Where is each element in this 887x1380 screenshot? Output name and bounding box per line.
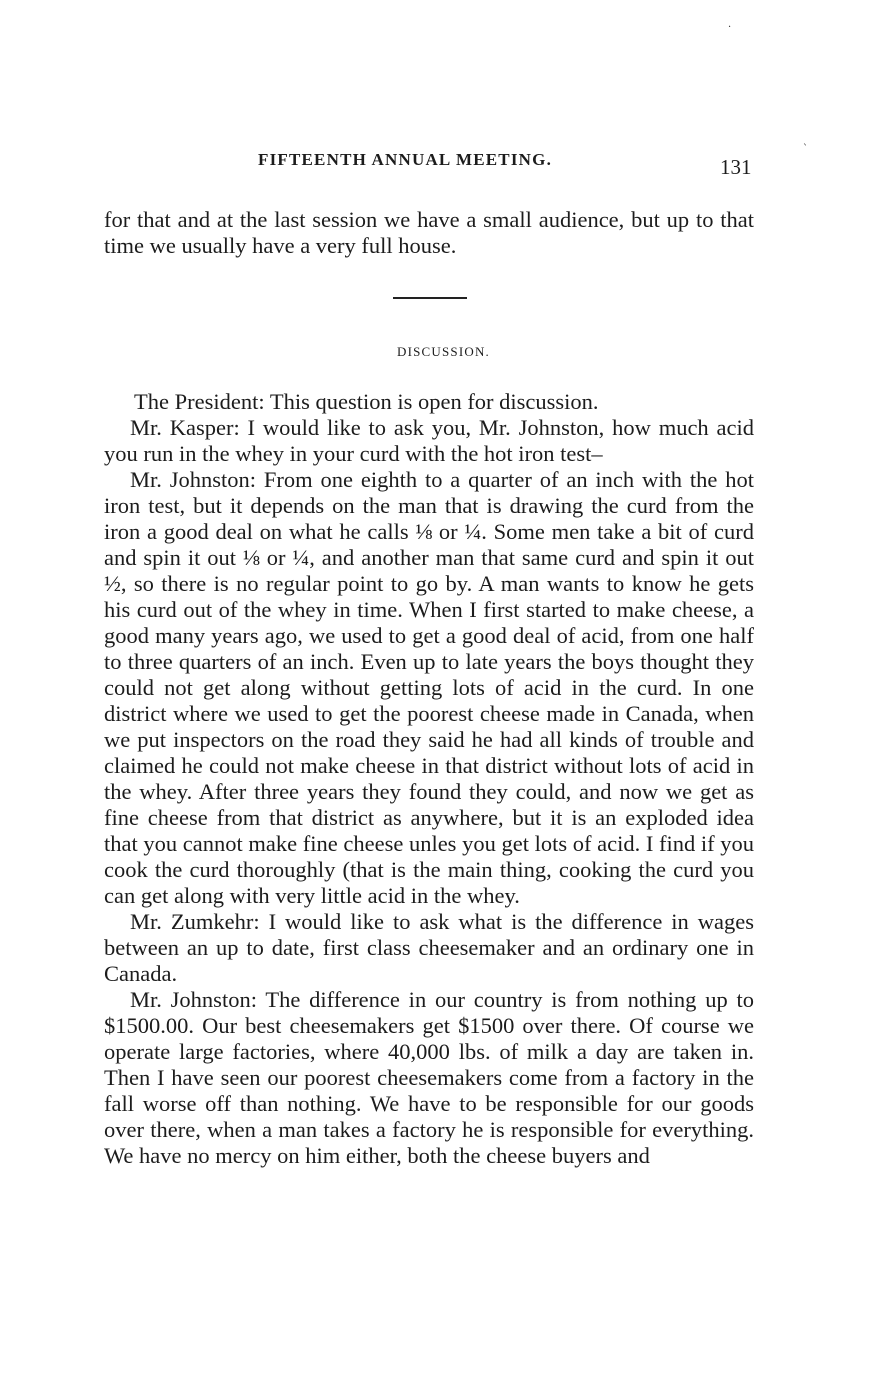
continuation-text: for that and at the last session we have a small audience, but up to that time we usually have a very full house. xyxy=(104,207,754,258)
running-head-title: FIFTEENTH ANNUAL MEETING. xyxy=(258,150,553,169)
discussion-paragraph xyxy=(104,987,754,1169)
speaker-name: Mr. Johnston: xyxy=(130,987,257,1012)
paragraph-text: I would like to ask what is the difference in wages between an up to date, first class cheesemaker and an ordinary one in Canada. xyxy=(104,909,754,986)
section-heading: DISCUSSION. xyxy=(396,344,491,359)
scan-speck: · xyxy=(728,22,732,33)
speaker-name: Mr. Kasper: xyxy=(130,415,240,440)
section-divider xyxy=(393,297,467,299)
paragraph-text: This question is open for discussion. xyxy=(264,389,599,414)
speaker-name: The President: xyxy=(134,389,265,414)
discussion-body xyxy=(104,389,754,1169)
paragraph-text: From one eighth to a quarter of an inch with the hot iron test, but it depends on the man that is drawing the curd from the iron a good deal on what he calls ⅛ or ¼. Some men take a bit of curd and spin it out ⅛ or ¼, and another man that same curd and spin it out ½, so there is no regular point to go by. A man wants to know he gets his curd out of the whey in time. When I first started to make cheese, a good many years ago, we used to get a good deal of acid, from one half to three quarters of an inch. Even up to late years the boys thought they could not get along without getting lots of acid in the curd. In one district where we used to get the poorest cheese made in Canada, when we put inspectors on the road they said he had all kinds of trouble and claimed he could not make cheese in that district without lots of acid in the whey. After three years they found they could, and now we get as fine cheese from that district as anywhere, but it is an exploded idea that you cannot make fine cheese unles you get lots of acid. I find if you cook the curd thoroughly (that is the main thing, cooking the curd you can get along with very little acid in the whey. xyxy=(104,467,754,908)
continuation-paragraph xyxy=(104,207,754,259)
discussion-paragraph xyxy=(104,389,754,415)
speaker-name: Mr. Zumkehr: xyxy=(130,909,260,934)
paragraph-text: I would like to ask you, Mr. Johnston, how much acid you run in the whey in your curd with the hot iron test– xyxy=(104,415,754,466)
page-number: 131 xyxy=(720,155,752,179)
discussion-paragraph xyxy=(104,467,754,909)
speaker-name: Mr. Johnston: xyxy=(130,467,257,492)
scan-speck: ` xyxy=(803,144,808,155)
discussion-paragraph xyxy=(104,909,754,987)
discussion-paragraph xyxy=(104,415,754,467)
paragraph-text: The difference in our country is from nothing up to $1500.00. Our best cheesemakers get $1500 over there. Of course we operate large factories, where 40,000 lbs. of milk a day are taken in. Then I have seen our poorest cheesemakers come from a factory in the fall worse off than nothing. We have to be responsible for our goods over there, when a man takes a factory he is responsible for everything. We have no mercy on him either, both the cheese buyers and xyxy=(104,987,754,1168)
